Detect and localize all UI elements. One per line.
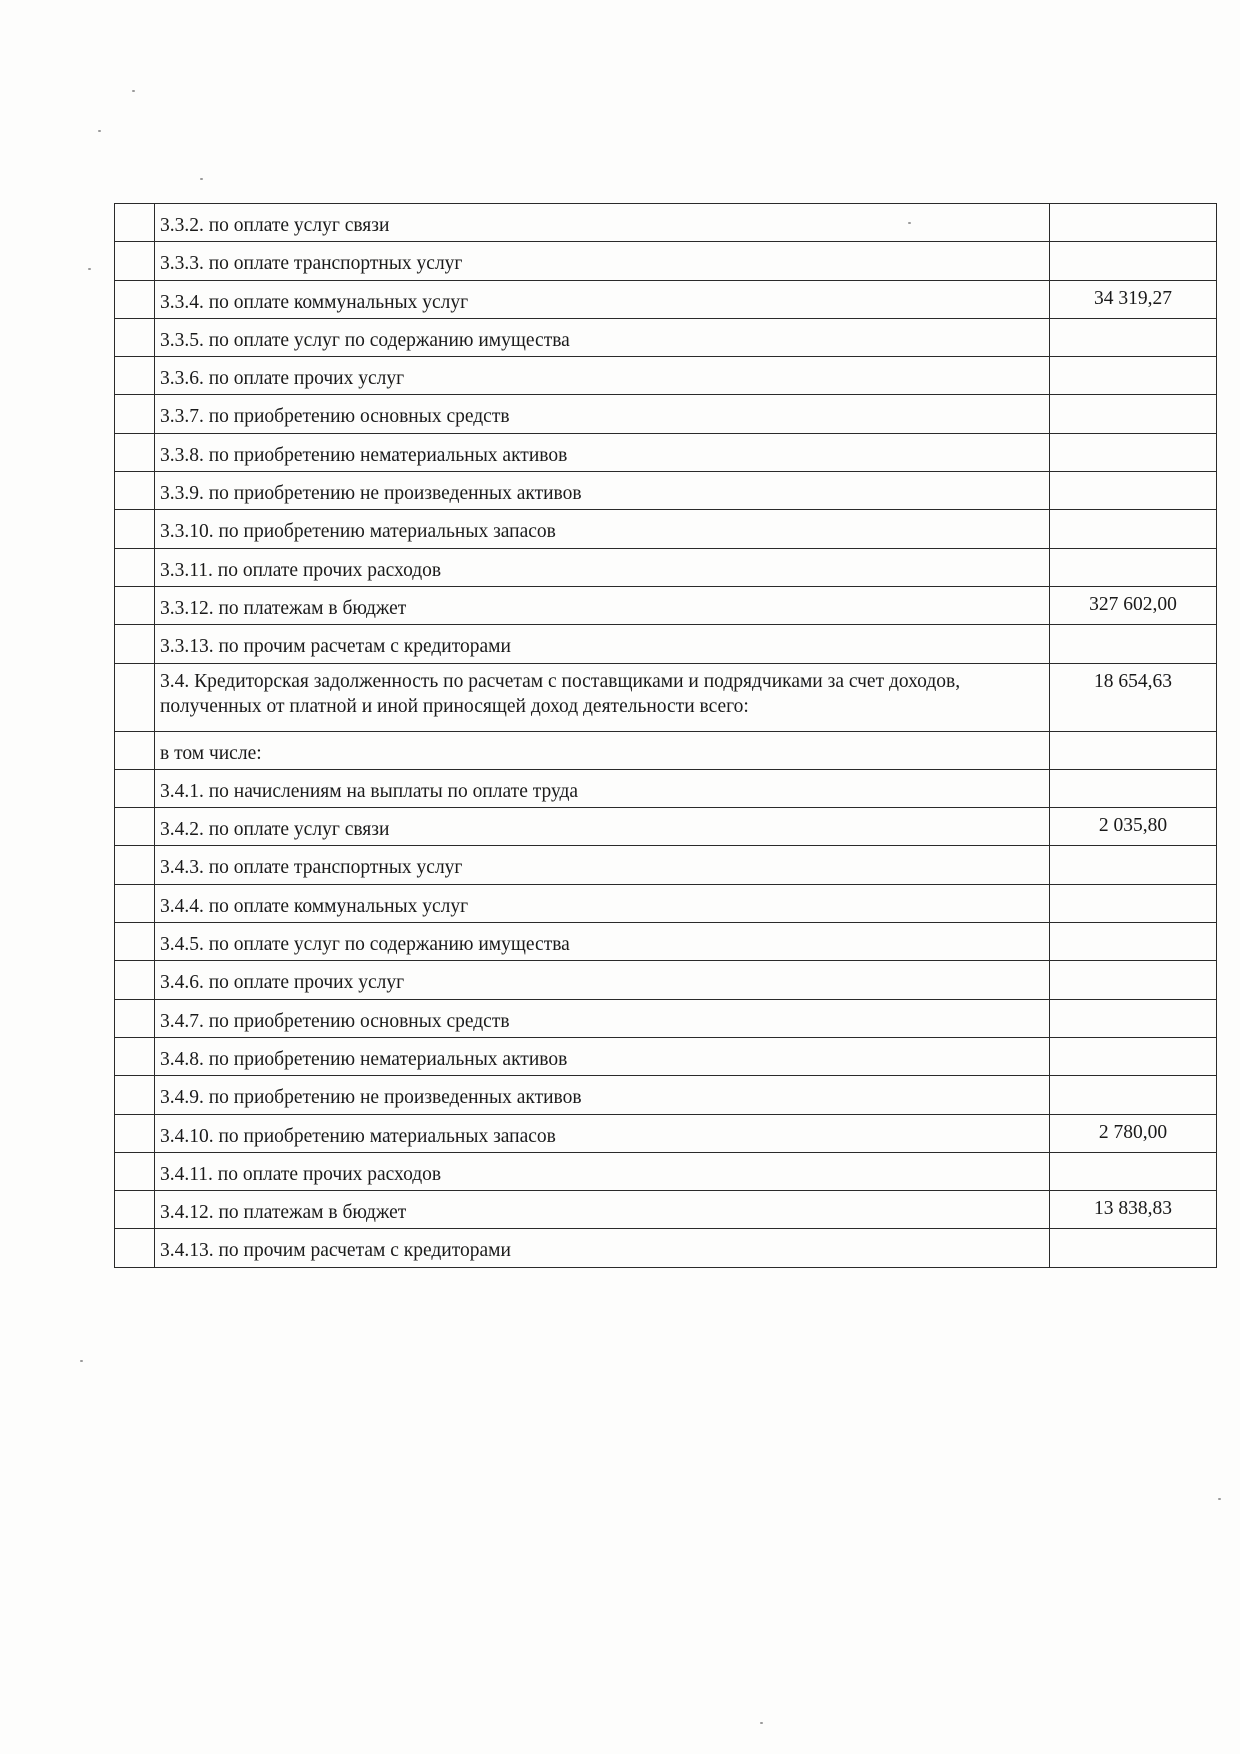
table-row [115,510,1217,548]
row-amount [1050,884,1217,922]
row-description: 3.4.7. по приобретению основных средств [155,999,1050,1037]
row-number-cell [115,357,155,395]
row-number-cell [115,586,155,624]
row-number-cell [115,204,155,242]
row-number-cell [115,1191,155,1229]
row-description: 3.4.3. по оплате транспортных услуг [155,846,1050,884]
scan-speck [98,130,101,132]
row-amount [1050,357,1217,395]
row-amount [1050,318,1217,356]
row-amount [1050,923,1217,961]
scan-speck [200,178,203,180]
table-row [115,961,1217,999]
row-description: 3.3.5. по оплате услуг по содержанию имущества [155,318,1050,356]
row-amount [1050,1037,1217,1075]
row-amount [1050,472,1217,510]
row-description: 3.3.8. по приобретению нематериальных активов [155,433,1050,471]
row-description: 3.3.13. по прочим расчетам с кредиторами [155,625,1050,663]
row-number-cell [115,731,155,769]
row-number-cell [115,1114,155,1152]
row-amount [1050,1152,1217,1190]
row-description: 3.4.2. по оплате услуг связи [155,808,1050,846]
row-description: 3.3.12. по платежам в бюджет [155,586,1050,624]
row-description: 3.3.9. по приобретению не произведенных активов [155,472,1050,510]
table-row [115,999,1217,1037]
table-row [115,846,1217,884]
row-number-cell [115,769,155,807]
row-number-cell [115,280,155,318]
row-number-cell [115,923,155,961]
table-row [115,625,1217,663]
table-row [115,1037,1217,1075]
accounts-payable-table [114,203,1217,1268]
row-amount: 34 319,27 [1050,280,1217,318]
row-description: 3.4.9. по приобретению не произведенных активов [155,1076,1050,1114]
table-row [115,1191,1217,1229]
table-row [115,548,1217,586]
table-row [115,1114,1217,1152]
row-description: 3.4.1. по начислениям на выплаты по оплате труда [155,769,1050,807]
table-row [115,280,1217,318]
row-amount [1050,204,1217,242]
row-amount [1050,1076,1217,1114]
row-amount: 18 654,63 [1050,663,1217,731]
table-row [115,663,1217,731]
table-row [115,242,1217,280]
row-description: 3.4.4. по оплате коммунальных услуг [155,884,1050,922]
row-amount [1050,731,1217,769]
row-amount [1050,846,1217,884]
row-number-cell [115,433,155,471]
row-description: 3.4.12. по платежам в бюджет [155,1191,1050,1229]
row-amount: 2 780,00 [1050,1114,1217,1152]
table-row [115,1076,1217,1114]
row-number-cell [115,318,155,356]
row-amount [1050,433,1217,471]
row-amount [1050,510,1217,548]
table-row [115,204,1217,242]
row-amount [1050,999,1217,1037]
scan-speck [760,1722,763,1724]
row-amount [1050,961,1217,999]
row-amount [1050,395,1217,433]
row-amount [1050,625,1217,663]
table-row [115,395,1217,433]
row-description: 3.3.3. по оплате транспортных услуг [155,242,1050,280]
row-number-cell [115,548,155,586]
table-row [115,731,1217,769]
row-number-cell [115,395,155,433]
row-amount: 13 838,83 [1050,1191,1217,1229]
row-number-cell [115,663,155,731]
row-description: 3.3.2. по оплате услуг связи [155,204,1050,242]
scan-speck [132,90,135,92]
row-number-cell [115,625,155,663]
row-description: 3.4.13. по прочим расчетам с кредиторами [155,1229,1050,1267]
table-row [115,769,1217,807]
row-description: 3.4. Кредиторская задолженность по расчетам с поставщиками и подрядчиками за счет доходов, полученных от платной и иной приносящей доход деятельности всего: [155,663,1050,731]
row-description: 3.3.6. по оплате прочих услуг [155,357,1050,395]
row-number-cell [115,1076,155,1114]
row-description: 3.3.7. по приобретению основных средств [155,395,1050,433]
row-amount [1050,242,1217,280]
row-number-cell [115,961,155,999]
scan-speck [80,1360,83,1362]
table-row [115,884,1217,922]
row-number-cell [115,472,155,510]
table-row [115,923,1217,961]
row-number-cell [115,242,155,280]
row-amount [1050,1229,1217,1267]
row-description: в том числе: [155,731,1050,769]
table-row [115,1152,1217,1190]
table-row [115,586,1217,624]
row-number-cell [115,808,155,846]
row-description: 3.4.11. по оплате прочих расходов [155,1152,1050,1190]
row-description: 3.3.4. по оплате коммунальных услуг [155,280,1050,318]
scan-speck [1218,1498,1221,1500]
row-amount [1050,769,1217,807]
row-number-cell [115,884,155,922]
row-number-cell [115,846,155,884]
table-row [115,357,1217,395]
table-row [115,1229,1217,1267]
row-number-cell [115,1229,155,1267]
table-row [115,318,1217,356]
table-row [115,472,1217,510]
row-description: 3.4.5. по оплате услуг по содержанию имущества [155,923,1050,961]
row-number-cell [115,999,155,1037]
row-description: 3.4.6. по оплате прочих услуг [155,961,1050,999]
row-description: 3.3.11. по оплате прочих расходов [155,548,1050,586]
table-row [115,808,1217,846]
row-number-cell [115,1037,155,1075]
row-number-cell [115,510,155,548]
row-description: 3.3.10. по приобретению материальных запасов [155,510,1050,548]
row-amount: 2 035,80 [1050,808,1217,846]
row-amount: 327 602,00 [1050,586,1217,624]
scan-speck [88,268,91,270]
table-row [115,433,1217,471]
row-number-cell [115,1152,155,1190]
row-description: 3.4.8. по приобретению нематериальных активов [155,1037,1050,1075]
row-description: 3.4.10. по приобретению материальных запасов [155,1114,1050,1152]
row-amount [1050,548,1217,586]
